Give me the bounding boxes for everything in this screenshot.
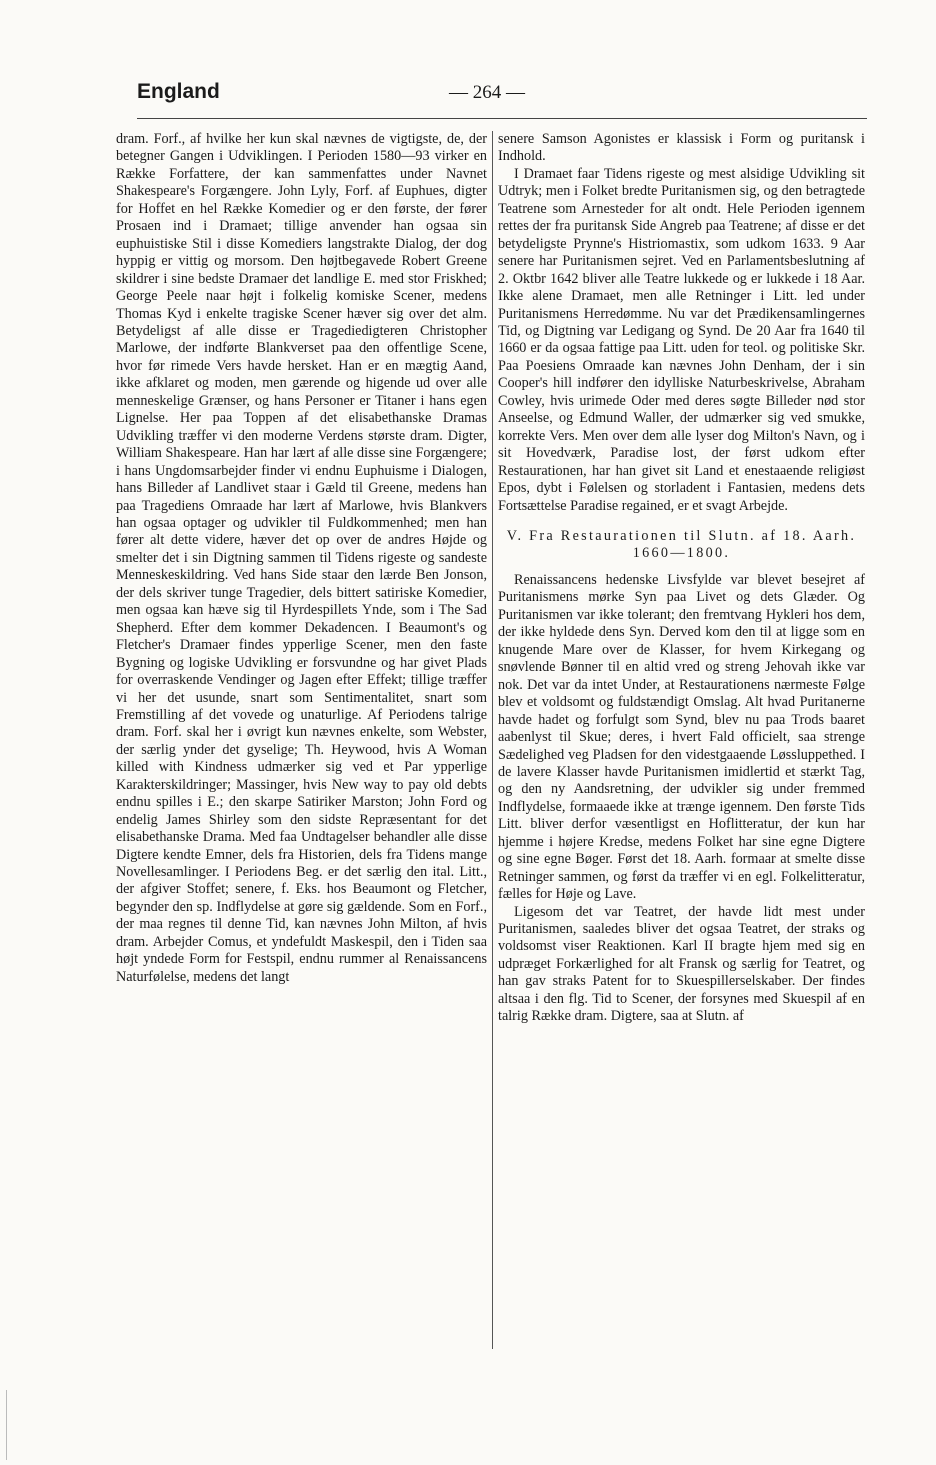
paragraph: senere Samson Agonistes er klassisk i Form og puritansk i Indhold.	[498, 131, 865, 165]
header-rule	[137, 118, 867, 119]
left-column	[116, 131, 487, 986]
column-divider	[492, 131, 493, 1349]
page-number: — 264 —	[449, 82, 525, 103]
paragraph: I Dramaet faar Tidens rigeste og mest alsidige Udvikling sit Udtryk; men i Folket bredte Puritanismen sig, og den betragtede Teatrene som Arnesteder for alt ondt. Hele Perioden igennem rettes der fra puritansk Side Angreb paa Teatrene; af disse er det betydeligste Prynne's Histriomastix, som udkom 1633. 9 Aar senere har Puritanismen sejret. Ved en Parlamentsbeslutning af 2. Oktbr 1642 bliver alle Teatre lukkede og er lukkede i 18 Aar. Ikke alene Dramaet, men alle Retninger i Litt. led under Puritanismens Herredømme. Nu var det Prædikensamlingernes Tid, og Digtning var Ledigang og Synd. De 20 Aar fra 1640 til 1660 er da ogsaa fattige paa Litt. uden for teol. og politiske Skr. Paa Poesiens Omraade kan nævnes John Denham, der i sin Cooper's hill indfører den idylliske Naturbeskrivelse, Abraham Cowley, hvis urimede Oder med deres søgte Billeder nød stor Anseelse, og Edmund Waller, der udmærker sig ved smukke, korrekte Vers. Men over dem alle lyser dog Milton's Navn, og i sit Hovedværk, Paradise lost, der først udkom efter Restaurationen, har han givet sit Land et enestaaende religiøst Epos, dybt i Følelsen og storladent i Fantasien, medens dets Fortsættelse Paradise regained, er et svagt Arbejde.	[498, 165, 865, 514]
paragraph: Renaissancens hedenske Livsfylde var blevet besejret af Puritanismens mørke Syn paa Livet og dets Glæder. Og Puritanismen var ikke tolerant; den fremtvang Hykleri hos dem, der ikke hyldede dens Syn. Derved kom den til at ligge som en knugende Mare over de Klasser, for hvem Kirkegang og snøvlende Bønner til en altid vred og streng Jehovah ikke var nok. Det var da intet Under, at Restaurationens nærmeste Følge blev et voldsomt og fuldstændigt Omslag. Alt hvad Puritanerne havde hadet og forfulgt som Synd, blev nu paa Trods baaret aabenlyst til Skue; deres, i hvert Fald officielt, saa strenge Sædelighed veg Pladsen for den videstgaaende Løssluppethed. I de lavere Klasser havde Puritanismen imidlertid et stærkt Tag, og den ny Aandsretning, der udvikler sig under fremmed Indflydelse, formaaede ikke at trænge igennem. Den første Tids Litt. bliver derfor væsentligst en Hoflitteratur, der kun har hjemme i højere Kredse, medens Folket har sine egne Digtere og sine egne Bøger. Først det 18. Aarh. formaar at smelte disse Retninger sammen, og først da træffer vi en egl. Folkelitteratur, fælles for Høje og Lave.	[498, 571, 865, 903]
running-head: England	[137, 80, 220, 103]
paragraph: Ligesom det var Teatret, der havde lidt mest under Puritanismen, saaledes bliver det ogsaa Teatret, der straks og voldsomst viser Reaktionen. Karl II bragte hjem med sig en udpræget Forkærlighed for alt Fransk og særlig for Teatret, og han gav straks Patent for to Skuespillerselskaber. Der findes altsaa i den flg. Tid to Scener, der forsynes med Skuespil af en talrig Række dram. Digtere, saa at Slutn. af	[498, 903, 865, 1025]
section-heading: V. Fra Restaurationen til Slutn. af 18. Aarh. 1660—1800.	[506, 527, 857, 561]
paragraph: dram. Forf., af hvilke her kun skal nævnes de vigtigste, de, der betegner Gangen i Udviklingen. I Perioden 1580—93 virker en Række Forfattere, der kan sammenfattes under Navnet Shakespeare's Forgængere. John Lyly, Forf. af Euphues, digter for Hoffet en hel Række Komedier og er den første, der fører Prosaen ind i Dramaet; tillige anvender han ogsaa sin euphuistiske Stil i disse Komediers langstrakte Dialog, der dog hyppig er vittig og morsom. Den højtbegavede Robert Greene skildrer i sine bedste Dramaer det landlige E. med stor Friskhed; George Peele naar højt i folkelig komiske Scener, medens Thomas Kyd i enkelte tragiske Scener hæver sig over det alm. Betydeligst af alle disse er Tragediedigteren Christopher Marlowe, der indførte Blankverset paa den offentlige Scene, hvor før rimede Vers havde hersket. Han er en mægtig Aand, ikke afklaret og moden, men gærende og higende ud over alle menneskelige Grænser, og hans Personer er Titaner i hans egen Lignelse. Her paa Toppen af det elisabethanske Dramas Udvikling træffer vi den moderne Verdens største dram. Digter, William Shakespeare. Han har lært af alle disse sine Forgængere; i hans Ungdomsarbejder finder vi endnu Euphuisme i Dialogen, hans Billeder af Landlivet staar i Gæld til Greene, medens han paa Tragediens Omraade har lært af Marlowe, hvis Blankvers han ogsaa optager og udvikler til Fuldkommenhed; men han fører alt dette videre, hæver det op over de andres Højde og smelter det i sin Digtning sammen til Tidens rigeste og sandeste Menneskeskildring. Ved hans Side staar den lærde Ben Jonson, der dels skriver tunge Tragedier, dels bittert satiriske Komedier, men ogsaa kan hæve sig til Hyrdespillets Ynde, som i The Sad Shepherd. Efter dem kommer Dekadencen. I Beaumont's og Fletcher's Dramaer findes ypperlige Scener, men den faste Bygning og logiske Udvikling er forsvundne og har givet Plads for overraskende Vendinger og Jagen efter Effekt; tillige træffer vi her det usunde, snart som Sentimentalitet, snart som Fremstilling af det vovede og unaturlige. Af Periodens talrige dram. Forf. skal her i øvrigt kun nævnes enkelte, som Webster, der særlig ynder det gyselige; Th. Heywood, hvis A Woman killed with Kindness udmærker sig ved et Par ypperlige Karakterskildringer; Massinger, hvis New way to pay old debts endnu spilles i E.; den skarpe Satiriker Marston; John Ford og endelig James Shirley som den sidste Repræsentant for det elisabethanske Drama. Med faa Undtagelser behandler alle disse Digtere kendte Emner, dels fra Historien, dels fra Tidens mange Novellesamlinger. I Periodens Beg. er det særlig den ital. Litt., der afgiver Stoffet; senere, f. Eks. hos Beaumont og Fletcher, begynder den sp. Indflydelse at gøre sig gældende. Som en Forf., der maa regnes til denne Tid, kan nævnes John Milton, af hvis dram. Arbejder Comus, et yndefuldt Maskespil, den i Tiden saa højt yndede Form for Festspil, endnu rummer al Renaissancens Naturfølelse, medens det langt	[116, 131, 487, 985]
page-header	[137, 80, 867, 110]
right-column	[498, 131, 865, 1026]
scan-margin-mark	[6, 1390, 7, 1460]
